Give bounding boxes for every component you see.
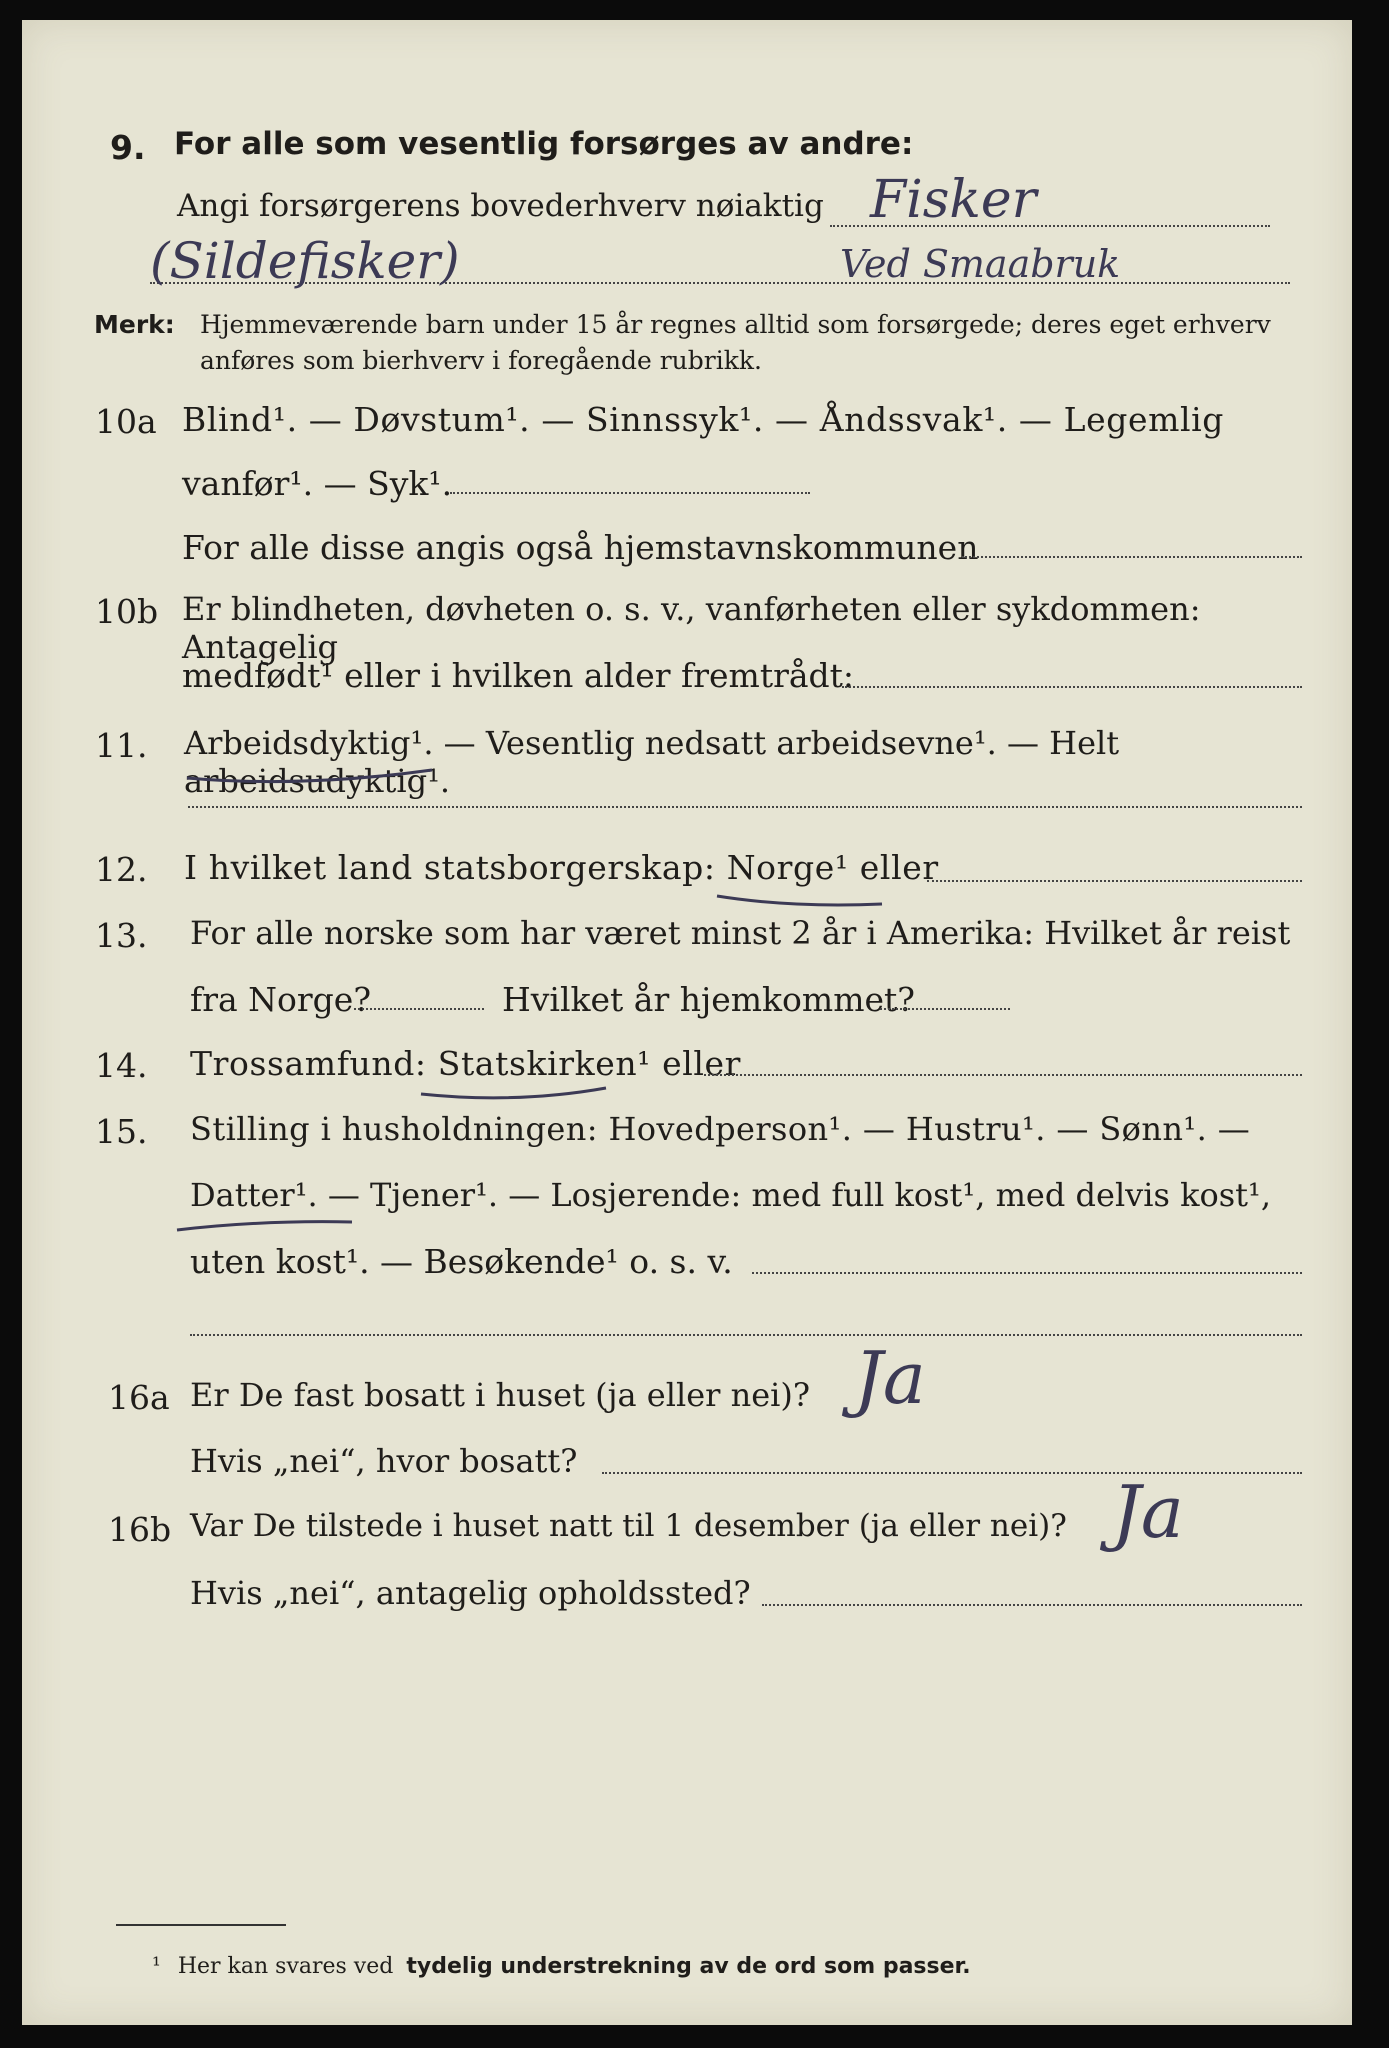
footnote [152, 1954, 971, 1979]
q13-line2b: Hvilket år hjemkommet? [502, 980, 915, 1019]
q10a-line1: Blind¹. — Døvstum¹. — Sinnssyk¹. — Åndssvak¹. — Legemlig [182, 400, 1225, 439]
q9-answer-extra: Ved Smaabruk [840, 242, 1121, 286]
q16b-answer: Ja [1112, 1470, 1184, 1554]
q10b-number: 10b [95, 592, 159, 631]
q16b-line1: Var De tilstede i huset natt til 1 desember (ja eller nei)? [190, 1508, 1067, 1544]
merk-label: Merk: [94, 310, 175, 339]
q9-answer-detail: (Sildefisker) [150, 232, 460, 290]
q10b-line1: Er blindheten, døvheten o. s. v., vanførheten eller sykdommen: Antagelig [182, 590, 1201, 666]
q11-number: 11. [95, 726, 148, 765]
q12-handwritten-underline [712, 886, 892, 916]
q10a-kommune-fill [962, 556, 1302, 558]
merk-line1: Hjemmeværende barn under 15 år regnes alltid som forsørgede; deres eget erhverv [200, 310, 1271, 339]
q10a-number: 10a [95, 402, 157, 441]
q10b-fill [842, 686, 1302, 688]
q13-hjem-fill [880, 1008, 1010, 1010]
q14-number: 14. [95, 1046, 148, 1085]
q15-handwritten-underline [172, 1212, 362, 1242]
q13-reist-fill [354, 1008, 484, 1010]
q14-line1: Trossamfund: Statskirken¹ eller [190, 1044, 742, 1083]
footnote-mark: ¹ [152, 1954, 161, 1979]
q16a-answer: Ja [854, 1336, 926, 1420]
q12-line1: I hvilket land statsborgerskap: Norge¹ eller [184, 848, 939, 887]
q14-handwritten-underline [416, 1080, 616, 1110]
footnote-text-plain: Her kan svares ved [177, 1954, 394, 1979]
q16b-fill [762, 1604, 1302, 1606]
census-form-page [22, 20, 1352, 2025]
q9-line2: Angi forsørgerens bovederhverv nøiaktig [177, 188, 824, 224]
q12-number: 12. [95, 850, 148, 889]
q11-line1: Arbeidsdyktig¹. — Vesentlig nedsatt arbeidsevne¹. — Helt arbeidsudyktig¹. [184, 724, 1120, 800]
q16b-number: 16b [108, 1510, 172, 1549]
footnote-text-bold: tydelig understrekning av de ord som passer. [406, 1954, 971, 1979]
q13-line2a: fra Norge? [190, 980, 372, 1019]
q9-answer-occupation: Fisker [870, 170, 1037, 230]
q10a-line2: vanfør¹. — Syk¹. [182, 464, 453, 503]
q11-fill [188, 806, 1302, 808]
q16b-line2: Hvis „nei“, antagelig opholdssted? [190, 1574, 751, 1612]
footnote-rule [116, 1924, 286, 1926]
q9-title: For alle som vesentlig forsørges av andre: [174, 126, 914, 162]
merk-line2: anføres som bierhverv i foregående rubrikk. [200, 346, 762, 375]
q15-line3: uten kost¹. — Besøkende¹ o. s. v. [190, 1242, 733, 1281]
q15-fill-2 [190, 1334, 1302, 1336]
q15-line2: Datter¹. — Tjener¹. — Losjerende: med full kost¹, med delvis kost¹, [190, 1176, 1272, 1214]
q15-fill [752, 1272, 1302, 1274]
q9-number: 9. [110, 128, 146, 167]
q13-line1: For alle norske som har været minst 2 år i Amerika: Hvilket år reist [190, 914, 1291, 952]
q16a-line1: Er De fast bosatt i huset (ja eller nei)? [190, 1376, 811, 1414]
q15-line1: Stilling i husholdningen: Hovedperson¹. — Hustru¹. — Sønn¹. — [190, 1110, 1251, 1148]
q11-handwritten-underline [182, 758, 442, 788]
q10a-line3: For alle disse angis også hjemstavnskommunen [182, 528, 979, 567]
q16a-line2: Hvis „nei“, hvor bosatt? [190, 1442, 578, 1480]
q10a-syk-fill [450, 492, 810, 494]
q15-number: 15. [95, 1112, 148, 1151]
q13-number: 13. [95, 916, 148, 955]
q10b-line2: medfødt¹ eller i hvilken alder fremtrådt: [182, 656, 855, 695]
q12-fill [927, 880, 1302, 882]
q16a-fill [602, 1472, 1302, 1474]
q14-fill [704, 1074, 1302, 1076]
q16a-number: 16a [108, 1378, 170, 1417]
